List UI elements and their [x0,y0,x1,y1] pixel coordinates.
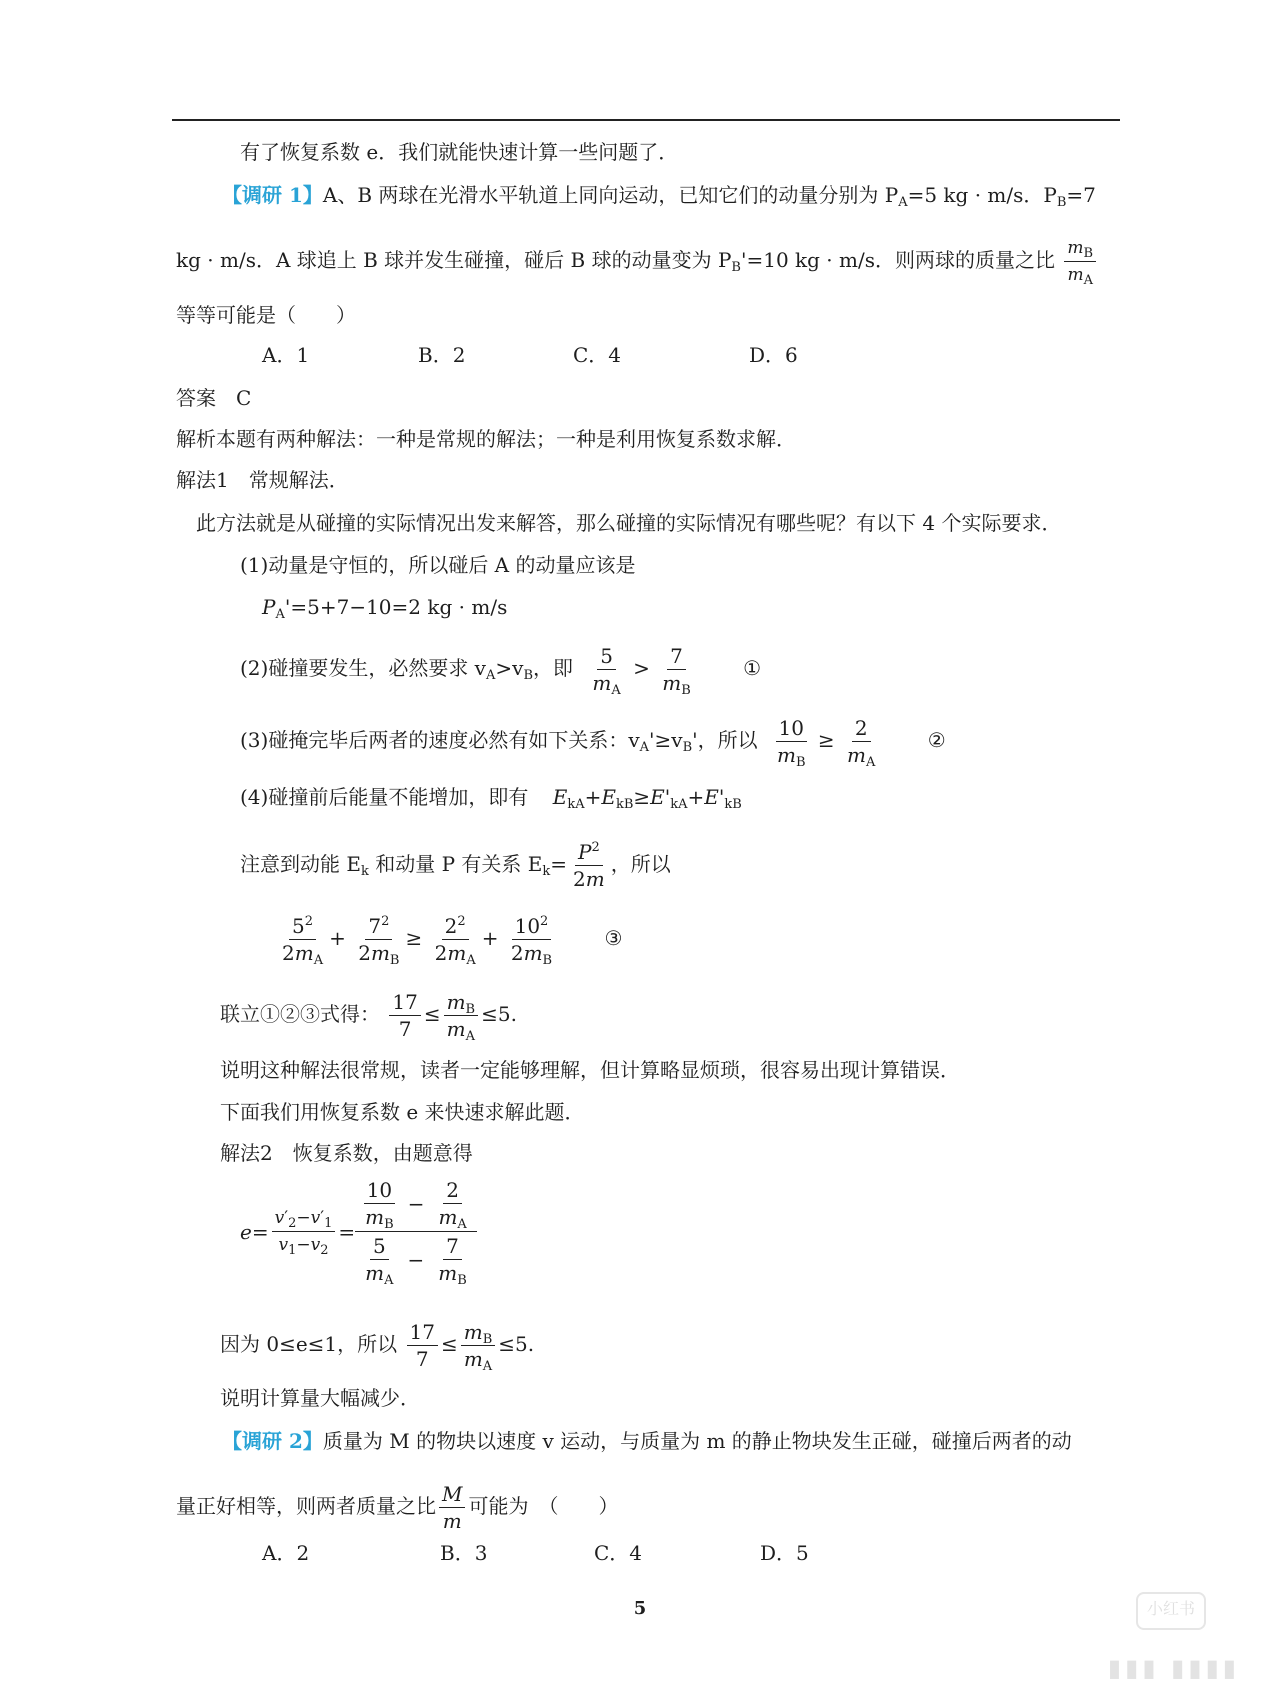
condition-2: (2)碰撞要发生，必然要求 $v_A>v_B$，即 $\frac{5}{m_A}$ > $\frac{7}{m_B}$ ① [240,644,762,698]
page-number: 5 [633,1598,647,1619]
condition-4: (4)碰撞前后能量不能增加，即有 $E_{kA}+E_{kB}\ge E'_{kA}+E'_{kB}$ [240,785,742,812]
intro-text: 有了恢复系数 e．我们就能快速计算一些问题了． [240,140,679,164]
q2-option-a[interactable]: A．2 [262,1541,310,1565]
combine-result: 联立①②③式得： $\frac{17}{7}$ ≤ $\frac{m_B}{m_A}$ ≤5. [220,990,517,1044]
next-method: 下面我们用恢复系数 e 来快速求解此题． [220,1100,585,1124]
q2-line-2: 量正好相等，则两者质量之比 $\frac{M}{m}$ 可能为 （ ） [176,1482,619,1533]
q2-option-d[interactable]: D．5 [760,1541,809,1565]
mark-3: ③ [604,926,623,950]
mark-1: ① [743,656,762,680]
analysis: 解析本题有两种解法：一种是常规的解法；一种是利用恢复系数求解． [176,427,796,451]
q1-tag: 【调研 1】 [222,183,323,207]
watermark-text: ▮▮▮ ▮▮▮▮ [1107,1654,1240,1682]
explanation-2: 说明计算量大幅减少． [220,1386,420,1410]
mark-2: ② [927,728,946,752]
energy-inequality: $\frac{5^2}{2m_A}$ + $\frac{7^2}{2m_B}$ ≥ $\frac{2^2}{2m_A}$ + $\frac{10^2}{2m_B}$ ③ [282,914,623,968]
condition-1: (1)动量是守恒的，所以碰后 A 的动量应该是 [240,553,636,577]
method1-title: 解法1 常规解法． [176,468,349,492]
because-result: 因为 0≤e≤1，所以 $\frac{17}{7}$ ≤ $\frac{m_B}{m_A}$ ≤5. [220,1320,535,1374]
q1-option-c[interactable]: C．4 [573,343,622,367]
method1-intro: 此方法就是从碰撞的实际情况出发来解答，那么碰撞的实际情况有哪些呢？有以下 4 个实际要求． [196,511,1062,535]
answer: 答案 C [176,386,252,410]
energy-note: 注意到动能 $E_k$ 和动量 P 有关系 $E_k=$ $\frac{P^2}{2m}$ ，所以 [240,840,671,891]
restitution-equation: e = $\frac{v'_2-v'_1}{v_1-v_2}$ = $\frac{10}{m_B}$ − $\frac{2}{m_A}$ $\frac{5}{m_A}$ − $\frac{7}{m_B}$ [240,1178,477,1285]
condition-1-equation: $P_A'=5+7-10=2$ kg · m/s [262,595,508,622]
q1-option-d[interactable]: D．6 [749,343,798,367]
explanation-1: 说明这种解法很常规，读者一定能够理解，但计算略显烦琐，很容易出现计算错误． [220,1058,960,1082]
condition-3: (3)碰掩完毕后两者的速度必然有如下关系：$v_A'\ge v_B'$，所以 $\frac{10}{m_B}$ ≥ $\frac{2}{m_A}$ ② [240,716,946,770]
q2-option-b[interactable]: B．3 [440,1541,488,1565]
watermark-logo: 小红书 [1136,1592,1206,1630]
q2-option-c[interactable]: C．4 [594,1541,643,1565]
header-rule [172,119,1120,121]
method2-title: 解法2 恢复系数，由题意得 [220,1141,473,1165]
q2-line-1: 【调研 2】质量为 M 的物块以速度 v 运动，与质量为 m 的静止物块发生正碰，碰撞后两者的动 [222,1429,1072,1453]
q1-line-3: 等等可能是（ ） [176,303,356,327]
q1-line-2: kg · m/s．A 球追上 B 球并发生碰撞，碰后 B 球的动量变为 $P_B'=10$ kg · m/s．则两球的质量之比 $\frac{m_B}{m_A}$ [176,236,1099,287]
q1-option-b[interactable]: B．2 [418,343,466,367]
q1-mass-ratio: $\frac{m_B}{m_A}$ [1064,236,1096,287]
q1-option-a[interactable]: A．1 [262,343,310,367]
q1-line-1: 【调研 1】A、B 两球在光滑水平轨道上同向运动，已知它们的动量分别为 $P_A=5$ kg · m/s．$P_B=7$ [222,183,1096,210]
q2-tag: 【调研 2】 [222,1429,323,1453]
